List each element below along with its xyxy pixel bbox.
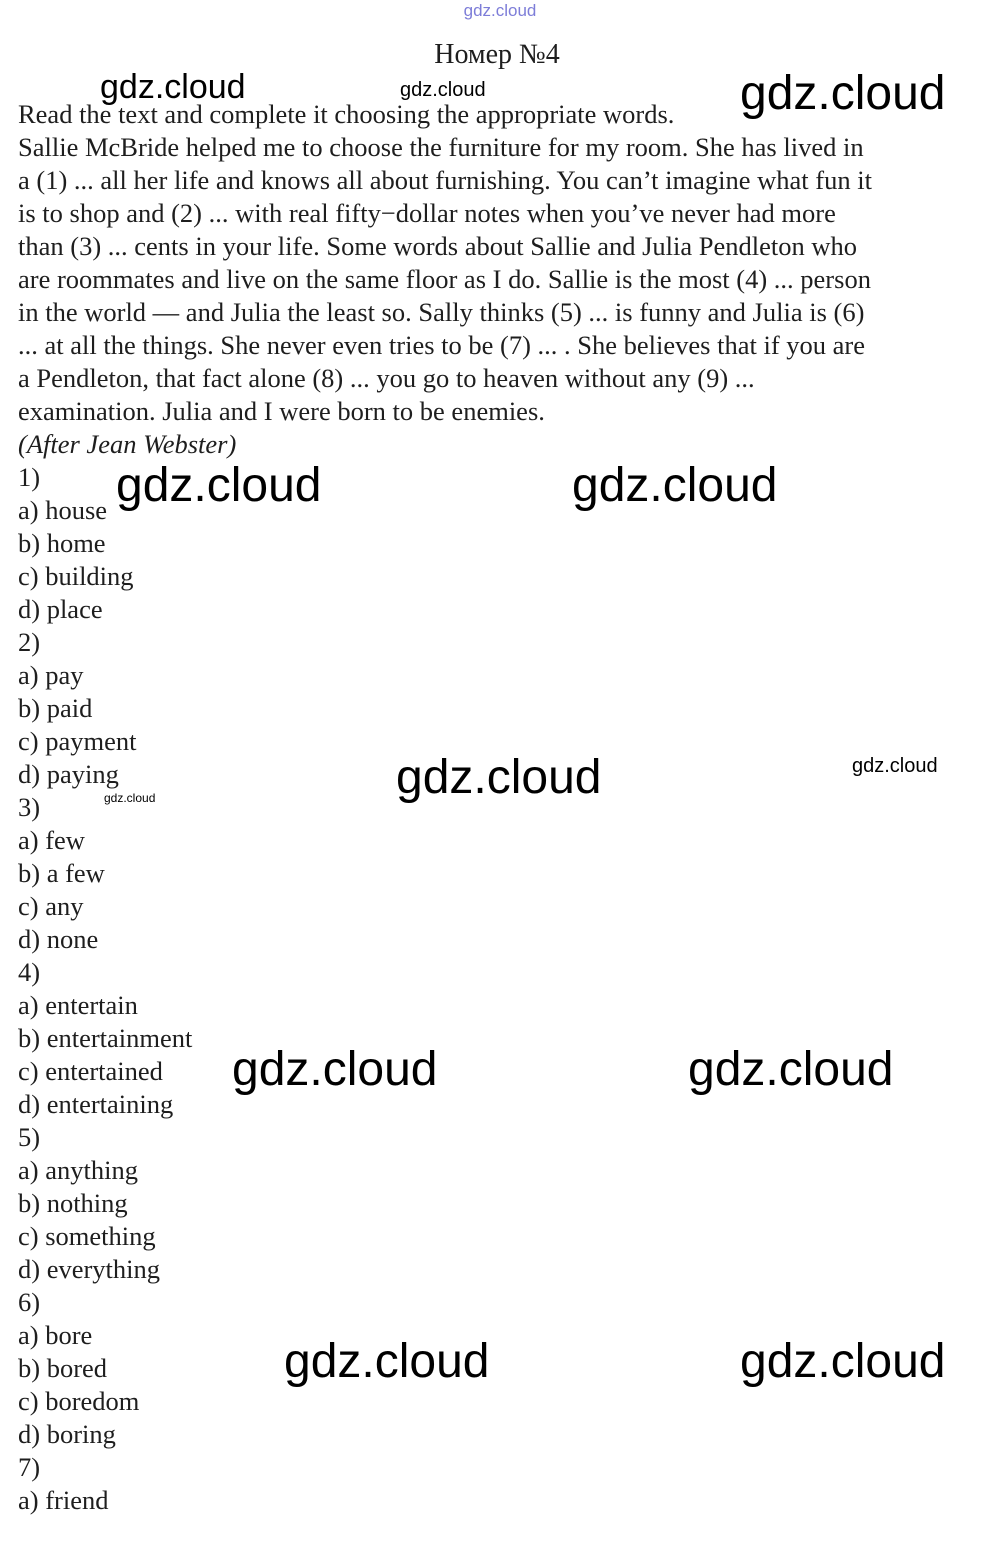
option-item: c) any bbox=[18, 891, 84, 921]
attribution: (After Jean Webster) bbox=[18, 429, 237, 459]
option-item: d) boring bbox=[18, 1419, 116, 1449]
option-item: a) friend bbox=[18, 1485, 109, 1515]
option-item: b) entertainment bbox=[18, 1023, 193, 1053]
option-item: d) none bbox=[18, 924, 99, 954]
watermark: gdz.cloud bbox=[400, 79, 486, 101]
watermark: gdz.cloud bbox=[852, 755, 938, 777]
watermark: gdz.cloud bbox=[740, 67, 946, 120]
watermark: gdz.cloud bbox=[116, 459, 322, 512]
text-line: examination. Julia and I were born to be enemies. bbox=[18, 396, 545, 426]
text-line: a Pendleton, that fact alone (8) ... you go to heaven without any (9) ... bbox=[18, 363, 755, 393]
option-item: b) bored bbox=[18, 1353, 108, 1383]
question-number: 6) bbox=[18, 1287, 41, 1317]
text-line: a (1) ... all her life and knows all about furnishing. You can’t imagine what fun it bbox=[18, 165, 872, 195]
watermark: gdz.cloud bbox=[100, 68, 246, 106]
option-item: b) paid bbox=[18, 693, 93, 723]
option-item: b) home bbox=[18, 528, 106, 558]
option-item: a) bore bbox=[18, 1320, 93, 1350]
question-number: 2) bbox=[18, 627, 41, 657]
option-item: a) entertain bbox=[18, 990, 138, 1020]
watermark: gdz.cloud bbox=[104, 791, 156, 805]
question-number: 1) bbox=[18, 462, 41, 492]
option-item: a) anything bbox=[18, 1155, 138, 1185]
text-line: are roommates and live on the same floor as I do. Sallie is the most (4) ... person bbox=[18, 264, 871, 294]
option-item: b) nothing bbox=[18, 1188, 128, 1218]
text-line: than (3) ... cents in your life. Some words about Sallie and Julia Pendleton who bbox=[18, 231, 858, 261]
option-item: c) building bbox=[18, 561, 134, 591]
top-watermark: gdz.cloud bbox=[463, 1, 537, 20]
question-number: 5) bbox=[18, 1122, 41, 1152]
watermark: gdz.cloud bbox=[396, 751, 602, 804]
watermark: gdz.cloud bbox=[688, 1043, 894, 1096]
option-item: c) boredom bbox=[18, 1386, 140, 1416]
watermark: gdz.cloud bbox=[284, 1335, 490, 1388]
question-number: 3) bbox=[18, 792, 41, 822]
text-line: is to shop and (2) ... with real fifty−dollar notes when you’ve never had more bbox=[18, 198, 836, 228]
text-line: Sallie McBride helped me to choose the furniture for my room. She has lived in bbox=[18, 132, 864, 162]
option-item: c) entertained bbox=[18, 1056, 163, 1086]
option-item: b) a few bbox=[18, 858, 105, 888]
option-item: a) few bbox=[18, 825, 85, 855]
watermark: gdz.cloud bbox=[740, 1335, 946, 1388]
document-body bbox=[18, 98, 988, 1517]
option-item: c) something bbox=[18, 1221, 156, 1251]
watermark: gdz.cloud bbox=[572, 459, 778, 512]
page-title: Номер №4 bbox=[434, 39, 560, 70]
question-number: 4) bbox=[18, 957, 41, 987]
text-line: in the world — and Julia the least so. Sally thinks (5) ... is funny and Julia is (6) bbox=[18, 297, 865, 327]
option-item: d) entertaining bbox=[18, 1089, 174, 1119]
text-line: ... at all the things. She never even tries to be (7) ... . She believes that if you are bbox=[18, 330, 866, 360]
option-item: a) pay bbox=[18, 660, 84, 690]
option-item: a) house bbox=[18, 495, 108, 525]
question-number: 7) bbox=[18, 1452, 41, 1482]
option-item: d) paying bbox=[18, 759, 119, 789]
option-item: d) place bbox=[18, 594, 103, 624]
option-item: d) everything bbox=[18, 1254, 161, 1284]
instruction-line: Read the text and complete it choosing the appropriate words. bbox=[18, 99, 675, 129]
watermark: gdz.cloud bbox=[232, 1043, 438, 1096]
option-item: c) payment bbox=[18, 726, 137, 756]
